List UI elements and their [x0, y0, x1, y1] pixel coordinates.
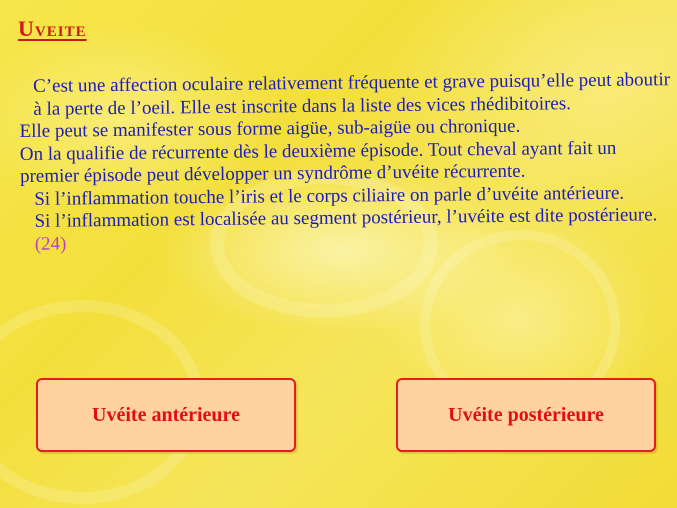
- paragraph-posterior: [20, 204, 675, 256]
- paragraph-recurrent: On la qualifie de récurrente dès le deuxième épisode. Tout cheval ayant fait un premier épisode peut développer un syndrôme d’uvéite récurrente.: [19, 137, 617, 187]
- paragraph-forms: Elle peut se manifester sous forme aigüe, sub-aigüe ou chronique.: [19, 115, 521, 142]
- page-title: Uveite: [18, 16, 87, 41]
- uveite-anterieure-label: Uvéite antérieure: [92, 403, 240, 426]
- main-text: [19, 69, 676, 256]
- uveite-posterieure-button[interactable]: [396, 378, 656, 452]
- reference-label: (24): [34, 233, 67, 255]
- paragraph-anterior: Si l’inflammation touche l’iris et le corps ciliaire on parle d’uvéite antérieure.: [34, 182, 625, 210]
- paragraph-posterior-text: Si l’inflammation est localisée au segment postérieur, l’uvéite est dite postérieure.: [34, 204, 658, 232]
- uveite-posterieure-label: Uvéite postérieure: [448, 403, 604, 426]
- paragraph-intro: C’est une affection oculaire relativement fréquente et grave puisqu’elle peut aboutir à la perte de l’oeil. Elle est inscrite dans la liste des vices rhédibitoires.: [32, 69, 671, 120]
- uveite-anterieure-button[interactable]: [36, 378, 296, 452]
